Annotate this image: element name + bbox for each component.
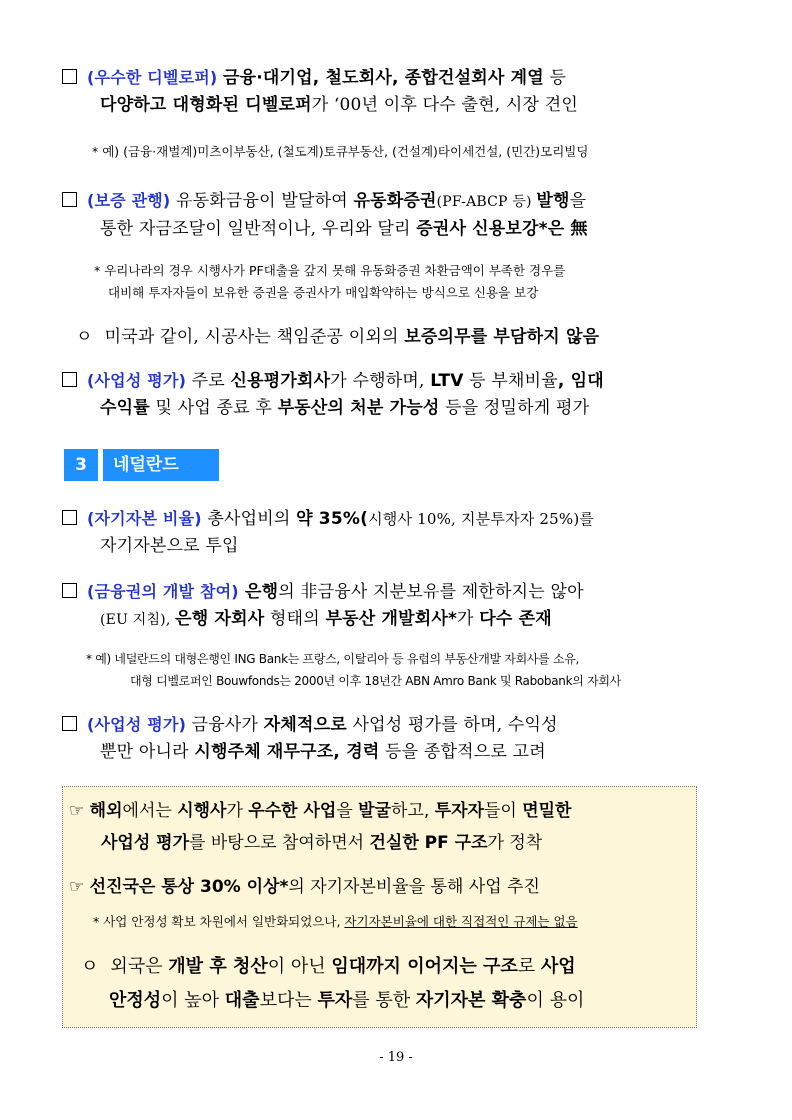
body-text: 을 (569, 191, 587, 211)
bold-text: 신용평가회사 (230, 371, 331, 391)
bold-text: 발행 (536, 191, 570, 211)
bold-text: 자기자본 확충 (415, 990, 527, 1011)
bold-text: 다양하고 대형화된 디벨로퍼 (100, 95, 312, 115)
paragraph-feasibility-nl (62, 711, 712, 766)
summary-footnote (93, 911, 578, 933)
summary-line (101, 827, 542, 859)
body-text: * 사업 안정성 확보 차원에서 일반화되었으나, (93, 914, 345, 929)
bold-text: 은행 자회사 (175, 609, 265, 629)
summary-line (69, 871, 540, 903)
paragraph-line (76, 324, 726, 351)
body-text: 외국은 (110, 956, 169, 977)
bold-text: 안정성 (109, 990, 162, 1011)
body-text: 사업성 평가를 하며, 수익성 (346, 715, 558, 735)
bold-text: 다수 존재 (479, 609, 552, 629)
bold-text: 건실한 PF 구조 (369, 833, 488, 853)
footnote-line: * 우리나라의 경우 시행사가 PF대출을 갚지 못해 유동화증권 차환금액이 부족한 경우를 (94, 263, 566, 278)
bold-text: 임대까지 이어지는 구조 (331, 956, 518, 977)
paragraph-contractor (76, 324, 726, 351)
paragraph-line: 자기자본으로 투입 (100, 536, 239, 556)
body-text: 금융사가 (186, 715, 264, 735)
checkbox-square-icon (62, 192, 77, 207)
section-title: 네덜란드 (103, 449, 219, 481)
summary-box (62, 786, 697, 1028)
paragraph-heading: (자기자본 비율) (87, 509, 202, 528)
body-text: 이 아닌 (267, 956, 332, 977)
body-text: 뿐만 아니라 (100, 742, 195, 762)
bold-text: 유동화증권 (353, 191, 437, 211)
body-text: 들이 (483, 801, 523, 821)
checkbox-square-icon (62, 716, 77, 731)
bold-text: 보증의무를 부담하지 않음 (404, 327, 600, 347)
footnote: * 예) (금융·재벌계)미츠이부동산, (철도계)토큐부동산, (건설계)타이세건설, (민간)모리빌딩 (92, 144, 589, 159)
footnote-line: 대형 디벨로퍼인 Bouwfonds는 2000년 이후 18년간 ABN Amro Bank 및 Rabobank의 자회사 (130, 674, 621, 688)
bold-text: 사업성 평가 (101, 833, 190, 853)
bold-text: 금융·대기업, 철도회사, 종합건설회사 계열 (223, 68, 544, 88)
body-text: 이 용이 (526, 990, 585, 1011)
paragraph-heading: (사업성 평가) (87, 715, 187, 734)
section-number: 3 (64, 449, 98, 481)
bold-text: 은행 (238, 582, 279, 602)
paragraph-feasibility-us (62, 367, 712, 422)
section-header (64, 449, 219, 481)
page-number: - 19 - (379, 1050, 413, 1065)
body-text: 가 ‘00년 이후 다수 출현, 시장 견인 (311, 95, 579, 115)
body-text: 시행사 10%, 지분투자자 25%)를 (368, 510, 595, 528)
bold-text: 자체적으로 (263, 715, 347, 735)
underlined-text: 자기자본비율에 대한 직접적인 규제는 없음 (344, 914, 578, 929)
paragraph-line (62, 739, 712, 766)
pointing-hand-icon: ☞ (69, 801, 85, 821)
bold-text: 투자 (317, 990, 353, 1011)
summary-line (109, 985, 584, 1017)
body-text: 의 자기자본비율을 통해 사업 추진 (288, 877, 540, 897)
bold-text: , 임대 (557, 371, 604, 391)
paragraph-line (62, 606, 712, 634)
body-text: 보다는 (259, 990, 318, 1011)
body-text: 통한 자금조달이 일반적이나, 우리와 달리 (100, 219, 417, 239)
paragraph-guarantee (62, 187, 712, 243)
body-text: 가 정착 (487, 833, 543, 853)
bold-text: 시행사 (177, 801, 227, 821)
body-text: (EU 지침), (100, 612, 176, 628)
footnote-line: * 예) 네덜란드의 대형은행인 ING Bank는 프랑스, 이탈리아 등 유럽의 부동산개발 자회사를 소유, (86, 652, 580, 666)
body-text: 를 바탕으로 참여하면서 (189, 833, 370, 853)
body-text: 를 통한 (352, 990, 416, 1011)
bold-text: 선진국은 통상 30% 이상* (89, 877, 289, 897)
paragraph-heading: (금융권의 개발 참여) (87, 582, 239, 601)
checkbox-square-icon (62, 69, 77, 84)
body-text: 미국과 같이, 시공사는 책임준공 이외의 (104, 327, 405, 347)
checkbox-square-icon (62, 510, 77, 525)
body-text: 형태의 (264, 609, 326, 629)
checkbox-square-icon (62, 372, 77, 387)
body-text: 가 (226, 801, 249, 821)
paragraph-heading: (우수한 디벨로퍼) (87, 68, 218, 87)
bold-text: 약 35%( (296, 509, 369, 529)
bold-text: 개발 후 청산 (168, 956, 268, 977)
footnote (94, 260, 724, 304)
body-text: 로 (517, 956, 541, 977)
body-text: 가 (457, 609, 480, 629)
bold-text: LTV (430, 371, 464, 391)
bullet-icon: ㅇ (76, 327, 93, 347)
paragraph-line (62, 216, 712, 243)
bold-text: 면밀한 (522, 801, 572, 821)
body-text: 하고, (391, 801, 435, 821)
body-text: 등을 정밀하게 평가 (439, 398, 590, 418)
body-text: 의 非금융사 지분보유를 제한하지는 않아 (278, 582, 584, 602)
body-text: 등 (543, 68, 567, 88)
summary-line (69, 795, 571, 827)
bold-text: 대출 (224, 990, 260, 1011)
paragraph-line (62, 395, 712, 422)
body-text: 등을 종합적으로 고려 (379, 742, 546, 762)
body-text: 에서는 (122, 801, 178, 821)
paragraph-line (62, 505, 712, 533)
paragraph-line (62, 64, 712, 92)
paragraph-bank-participation (62, 578, 712, 634)
body-text: 유동화금융이 발달하여 (170, 191, 354, 211)
bold-text: 증권사 신용보강*은 無 (416, 219, 588, 239)
bold-text: 발굴 (358, 801, 392, 821)
paragraph-line (62, 367, 712, 395)
summary-line (81, 951, 576, 983)
bold-text: 수익률 (100, 398, 150, 418)
paragraph-developer (62, 64, 712, 119)
bold-text: 해외 (89, 801, 123, 821)
footnote (86, 648, 716, 692)
body-text: 이 높아 (161, 990, 225, 1011)
paragraph-line (62, 92, 712, 119)
bold-text: 우수한 사업 (248, 801, 337, 821)
pointing-hand-icon: ☞ (69, 877, 85, 897)
paragraph-line (62, 187, 712, 216)
bullet-icon: ㅇ (81, 956, 99, 977)
bold-text: 부동산의 처분 가능성 (277, 398, 440, 418)
paragraph-equity-ratio (62, 505, 712, 560)
body-text: 및 사업 종료 후 (149, 398, 278, 418)
paragraph-line (62, 578, 712, 606)
body-text: 가 수행하며, (330, 371, 431, 391)
checkbox-square-icon (62, 583, 77, 598)
body-text: 총사업비의 (201, 509, 297, 529)
paragraph-heading: (보증 관행) (87, 191, 171, 210)
body-text: 을 (336, 801, 359, 821)
bold-text: 투자자 (434, 801, 484, 821)
body-text: (PF-ABCP 등) (436, 194, 537, 210)
paragraph-line (62, 711, 712, 739)
bold-text: 시행주체 재무구조, 경력 (194, 742, 380, 762)
bold-text: 사업 (540, 956, 576, 977)
footnote-line: 대비해 투자자들이 보유한 증권을 증권사가 매입확약하는 방식으로 신용을 보강 (108, 285, 539, 300)
body-text: 주로 (186, 371, 231, 391)
bold-text: 부동산 개발회사* (325, 609, 458, 629)
paragraph-heading: (사업성 평가) (87, 371, 187, 390)
body-text: 등 부채비율 (463, 371, 558, 391)
